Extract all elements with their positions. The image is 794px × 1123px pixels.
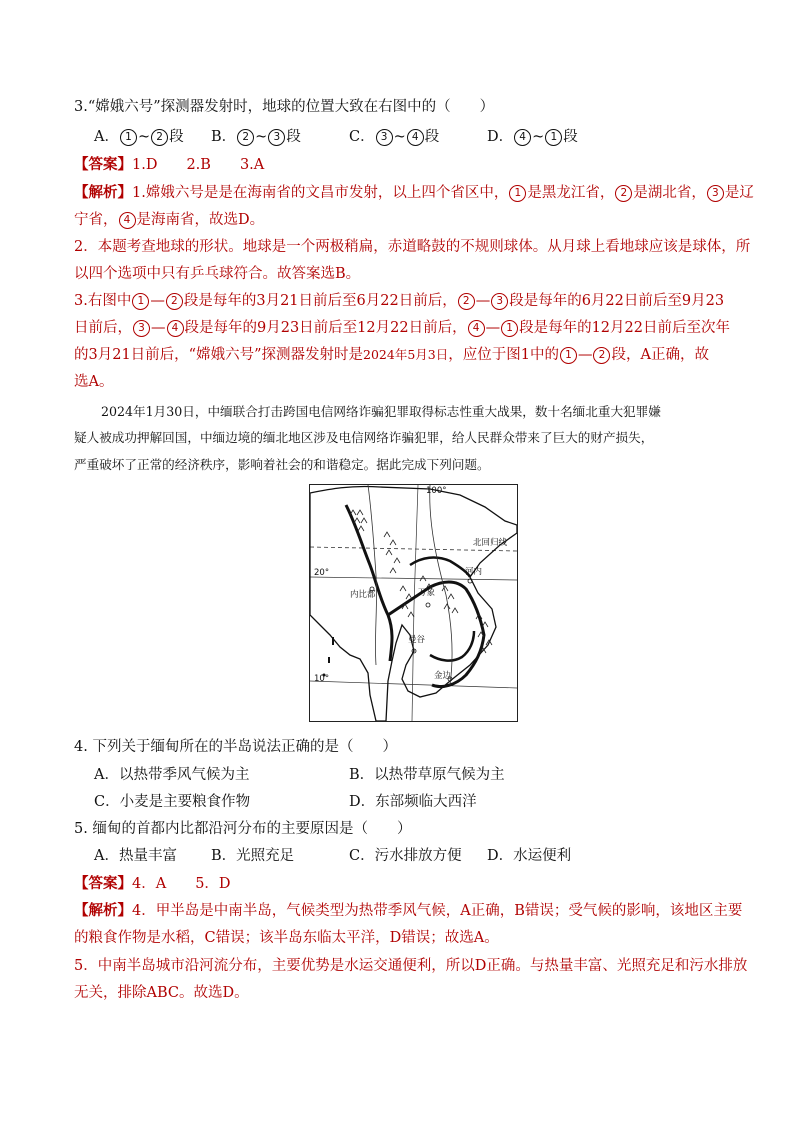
q4-option-d[interactable]: D．东部频临大西洋 [349, 794, 477, 810]
q5-option-a[interactable]: A．热量丰富 [94, 848, 177, 864]
coastline [310, 486, 517, 721]
q3-option-b[interactable]: B． 2 ~ 3 段 [211, 129, 301, 145]
analysis-1-line-2: 宁省， 4 是海南省，故选D。 [74, 212, 265, 228]
answer-tag: 【答案】 [74, 875, 132, 892]
analysis-1-line-1: 【解析】1.嫦娥六号是是在海南省的文昌市发射，以上四个省区中， 1 是黑龙江省， 2 是湖北省， 3 是辽 [74, 184, 754, 201]
answer-block-1 [74, 155, 264, 175]
analysis-4-line-2: 的粮食作物是水稻，C错误；该半岛东临太平洋，D错误；故选A。 [74, 930, 499, 946]
lat-20-label: 20° [314, 568, 330, 578]
analysis-2-line-2: 以四个选项中只有乒乓球符合。故答案选B。 [74, 266, 361, 282]
city-vientiane: 万象 [418, 588, 436, 598]
city-dot [426, 603, 430, 607]
q5-stem: 5. 缅甸的首都内比都沿河分布的主要原因是（ ） [74, 821, 412, 837]
analysis-3-line-1: 3.右图中 1 — 2 段是每年的3月21日前后至6月22日前后， 2 — 3 段是每年的6月22日前后至9月23 [74, 293, 725, 309]
lat-10-line [310, 681, 517, 688]
passage-line-2: 疑人被成功押解回国，中缅边境的缅北地区涉及电信网络诈骗犯罪，给人民群众带来了巨大的财产损失， [74, 430, 654, 445]
q4-stem: 4. 下列关于缅甸所在的半岛说法正确的是（ ） [74, 739, 397, 755]
answer-text: 1.D 2.B 3.A [132, 157, 265, 173]
q3-option-d[interactable]: D． 4 ~ 1 段 [487, 129, 578, 145]
border-myanmar [346, 505, 392, 661]
city-hanoi: 河内 [465, 567, 483, 577]
analysis-3-line-4: 选A。 [74, 374, 114, 390]
mountain-symbols [350, 510, 492, 653]
q5-option-c[interactable]: C．污水排放方便 [349, 848, 462, 864]
passage-line-1: 2024年1月30日，中缅联合打击跨国电信网络诈骗犯罪取得标志性重大战果，数十名缅北重大犯罪嫌 [101, 404, 661, 419]
q3-option-a[interactable]: A． 1 ~ 2 段 [94, 129, 184, 145]
border-north [410, 558, 470, 577]
analysis-4-line-1: 【解析】4．甲半岛是中南半岛，气候类型为热带季风气候，A正确，B错误；受气候的影响，该地区主要 [74, 902, 743, 919]
city-naypyidaw: 内比都 [350, 590, 376, 600]
island [328, 657, 330, 663]
lat-20-line [310, 577, 517, 580]
answer-tag: 【答案】 [74, 156, 132, 173]
island [332, 637, 334, 645]
analysis-5-line-2: 无关，排除ABC。故选D。 [74, 985, 249, 1001]
q4-option-c[interactable]: C．小麦是主要粮食作物 [94, 794, 251, 810]
answer-block-2 [74, 874, 231, 894]
analysis-5-line-1: 5．中南半岛城市沿河流分布，主要优势是水运交通便利，所以D正确。与热量丰富、光照充足和污水排放 [74, 958, 748, 974]
lon-label: 100° [426, 486, 447, 496]
q5-option-b[interactable]: B．光照充足 [211, 848, 295, 864]
map-svg [310, 485, 517, 721]
analysis-tag: 【解析】 [74, 184, 132, 201]
lon-100-line [412, 485, 418, 721]
city-phnompenh: 金边 [434, 671, 452, 681]
q5-option-d[interactable]: D．水运便利 [487, 848, 572, 864]
analysis-3-line-3: 的3月21日前后，“嫦娥六号”探测器发射时是2024年5月3日，应位于图1中的 1 — 2 段，A正确，故 [74, 347, 709, 363]
answer-text: 4．A 5．D [132, 876, 231, 892]
city-bangkok: 曼谷 [408, 635, 426, 645]
analysis-2-line-1: 2．本题考查地球的形状。地球是一个两极稍扁，赤道略鼓的不规则球体。从月球上看地球应该是球体，所 [74, 239, 751, 255]
q3-option-c[interactable]: C． 3 ~ 4 段 [349, 129, 440, 145]
indochina-map [309, 484, 518, 722]
passage-line-3: 严重破坏了正常的经济秩序，影响着社会的和谐稳定。据此完成下列问题。 [74, 457, 490, 472]
analysis-tag: 【解析】 [74, 902, 132, 919]
analysis-3-line-2: 日前后， 3 — 4 段是每年的9月23日前后至12月22日前后， 4 — 1 段是每年的12月22日前后至次年 [74, 320, 730, 336]
q4-option-a[interactable]: A．以热带季风气候为主 [94, 767, 250, 783]
lat-10-label: 10° [314, 674, 330, 684]
q3-stem: 3.“嫦娥六号”探测器发射时，地球的位置大致在右图中的（ ） [74, 99, 495, 115]
tropic-label: 北回归线 [473, 538, 508, 548]
q4-option-b[interactable]: B．以热带草原气候为主 [349, 767, 505, 783]
